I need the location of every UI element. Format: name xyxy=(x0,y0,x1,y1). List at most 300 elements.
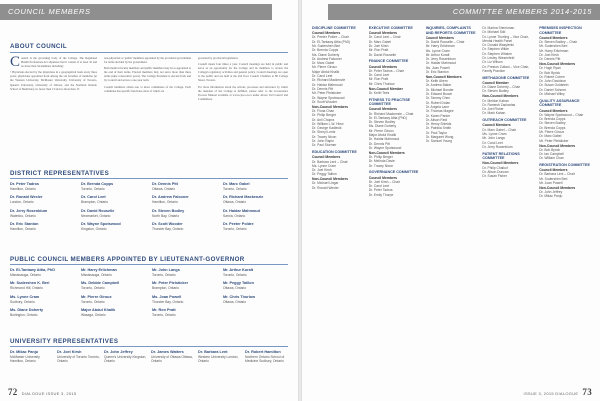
committee-member: Dr. Jerry Rosenblum xyxy=(425,57,456,62)
committee-member: Dr. Jerry Rosenblum xyxy=(482,144,513,149)
committee-subheading: Council Members xyxy=(368,64,398,69)
member-name: Ms. Joan Powell xyxy=(152,294,182,299)
member-entry xyxy=(10,195,75,204)
member-name: Mr. Chris Thurlow xyxy=(223,294,256,299)
about-col3-p1: governed by provincial legislation. xyxy=(198,56,239,60)
left-footer xyxy=(8,387,76,397)
committee-subheading: Non-Council Members xyxy=(312,177,348,182)
member-name: Mr. Arthur Kuralt xyxy=(223,268,254,272)
committee-member: Dr. Michael Bonder xyxy=(425,87,454,92)
committee-member: Dr. El-Tantawy Attia (PhD) xyxy=(312,39,351,44)
committee-block xyxy=(369,170,420,197)
committee-member: Dr. Marc Gabel – Chair xyxy=(482,127,517,132)
committee-member: Dr. John Rapin xyxy=(312,139,334,144)
member-name: Dr. Joel Kirsh xyxy=(57,350,82,354)
committee-member: Dr. Marc Gabel xyxy=(312,61,335,66)
committee-block xyxy=(482,118,533,149)
member-entry xyxy=(152,182,217,191)
member-location: Toronto, Ontario xyxy=(223,226,247,231)
committee-member: Dr. Haidar Mahmoud xyxy=(425,61,457,66)
district-heading: DISTRICT REPRESENTATIVES xyxy=(10,170,110,177)
member-location: Mississauga, Ontario xyxy=(10,273,41,277)
committee-member: Dr. Joel Kirsh – Chair xyxy=(368,179,400,184)
committee-member: Dr. Marina Shenkman xyxy=(482,26,515,30)
committee-member: Dr. Eric Stanton xyxy=(425,70,449,75)
committee-member: Mr. Arthur Kuralt xyxy=(425,52,450,57)
committee-subheading: Council Member xyxy=(482,80,509,85)
committee-member: Dr. Carol Leet xyxy=(482,140,503,145)
member-entry xyxy=(152,268,217,277)
about-col3-p3: For more information about the actions, processes and structures by which the mandate of the College is fulfilled, please refer to the Governance Process Manual available at www.cpso.on.ca under About Us>Council and Committees. xyxy=(198,84,288,101)
member-location: Toronto, Ontario xyxy=(152,312,176,317)
member-entry xyxy=(81,281,146,290)
committee-member: Dr. George Kadlecik xyxy=(312,126,342,131)
committee-member: Dr. Marc Gabel xyxy=(368,39,391,44)
committee-title: DISCIPLINE COMMITTEE xyxy=(312,26,356,30)
committee-title: GOVERNANCE COMMITTEE xyxy=(368,170,419,175)
member-entry xyxy=(223,209,288,218)
committee-member: Dr. Barbara Lent – Chair xyxy=(312,159,348,164)
about-col-3 xyxy=(198,56,288,103)
member-name: Dr. Jerry Rosenblum xyxy=(10,208,48,213)
member-name: Dr. John Jeffrey xyxy=(104,350,133,354)
committee-member: Dr. Stephen Whalen xyxy=(482,51,512,56)
member-entry xyxy=(10,308,75,317)
committee-member: Mr. Ron Pratt xyxy=(368,48,389,53)
member-location: Queen's University Kingston, Ontario xyxy=(104,355,147,364)
member-location: Thunder Bay, Ontario xyxy=(152,226,184,231)
committee-member: Dr. David Rouselle – Chair xyxy=(425,39,465,44)
member-location: Sarnia, Ontario xyxy=(223,213,246,218)
committee-member: Dr. David Rouselle xyxy=(368,52,397,57)
committee-member: Dr. William Chan xyxy=(539,156,564,161)
committee-subheading: Council Members xyxy=(312,31,341,36)
committee-member: Dr. Carol Leet xyxy=(368,73,390,78)
member-entry xyxy=(152,295,217,304)
committee-subheading: Non-Council Members xyxy=(368,150,405,155)
about-col2-p3: Council members obtain one or more committees of the College. Each committee has specific functions, most of which are xyxy=(104,84,191,93)
member-location: Brampton, Ontario xyxy=(81,200,108,205)
university-grid xyxy=(10,350,288,364)
committee-member: Ms. Lynne Cram xyxy=(425,48,450,53)
member-name: Mr. Peter Pielsticker xyxy=(152,281,189,286)
member-entry xyxy=(10,182,75,191)
member-location: Toronto, Ontario xyxy=(81,299,105,304)
committee-member: Dr. Melinda Davie xyxy=(368,159,395,164)
committee-member: Mr. Harry Erlichman xyxy=(425,44,455,49)
member-entry xyxy=(10,268,75,277)
committee-member: Dr. Alison Reid xyxy=(425,117,448,122)
committee-title: INQUIRIES, COMPLAINTS AND REPORTS COMMITTEE xyxy=(425,26,476,35)
member-location: Burlington, Ontario xyxy=(10,312,38,317)
about-col2-p1: non-physician or 'public' members appointed by the provincial government for terms decided by the government. xyxy=(104,56,191,65)
committee-member: Mr. Pierre Giroux xyxy=(368,128,394,133)
committee-block xyxy=(369,59,420,95)
committee-member: Mr. Pierre Giroux xyxy=(539,130,565,135)
committee-member: Mr. Pierre Giroux xyxy=(312,65,337,70)
member-entry xyxy=(223,195,288,204)
committee-member: Dr. Ian Campbell xyxy=(539,152,564,156)
member-location: Sudbury, Ontario xyxy=(10,299,35,304)
committee-member: Dr. Mark Kahan xyxy=(482,111,506,116)
committee-member: Dr. Tracey Nixon xyxy=(368,163,394,168)
committee-member: Dr. Steven Bodley xyxy=(368,120,396,125)
about-col-2 xyxy=(104,56,191,95)
member-name: Dr. El-Tantawy Attia, PhD xyxy=(10,268,55,272)
committee-member: Dr. Brenda Copps xyxy=(312,48,339,53)
member-name: Mr. Peggy Taillon xyxy=(223,281,254,286)
committee-block xyxy=(539,26,590,96)
committee-subheading: Non-Council Members xyxy=(539,143,576,148)
committee-column xyxy=(312,26,363,381)
committee-member: Dr. Joel Kirsh xyxy=(312,168,332,173)
member-name: Dr. Steven Bodley xyxy=(152,208,185,213)
about-col-1 xyxy=(10,56,97,93)
committee-member: Dr. Edward Brown xyxy=(425,92,453,97)
member-entry xyxy=(223,182,288,191)
member-name: Dr. James Watters xyxy=(151,350,184,354)
committee-member: Dr. Anil Chopra xyxy=(312,117,335,122)
committee-member: Dr. Lynne Thurling – Vice Chair, Mental Health Panel xyxy=(482,34,529,43)
committee-member: Dr. Donald Wasylenki xyxy=(482,43,514,48)
member-name: Dr. Carol Leet xyxy=(81,195,106,200)
committee-block xyxy=(539,99,590,161)
committee-member: Dr. Andrew Baker xyxy=(425,83,452,88)
committee-member: Dr. Wayne Spotswood xyxy=(368,145,402,150)
member-location: Ottawa, Ontario xyxy=(223,286,247,291)
committee-title: METHADONE COMMITTEE xyxy=(482,75,530,80)
district-divider xyxy=(10,178,288,179)
committee-member: Dr. Tracey Nixon xyxy=(312,134,337,139)
member-name: Dr. Wayne Spotswood xyxy=(81,221,121,226)
committee-title: REGISTRATION COMMITTEE xyxy=(539,163,590,168)
committee-subheading: Council Members xyxy=(425,35,454,40)
committee-member: Major Abdul Khalik xyxy=(312,69,340,74)
committee-member: Dr. Lesley Wiesenfeld xyxy=(482,56,515,61)
member-name: Mr. Sudershen K. Beri xyxy=(10,281,50,286)
committee-member: Ms. Lynne Cram xyxy=(482,131,507,136)
member-entry xyxy=(104,350,147,364)
committee-member: Dr. Peeter Poldre – Chair xyxy=(312,35,349,40)
member-location: Toronto, Ontario xyxy=(81,187,105,191)
committee-member: Dr. Peter Tadros xyxy=(368,188,393,193)
member-entry xyxy=(152,209,217,218)
committee-member: Dr. Robert Cohen xyxy=(539,74,565,79)
committee-member: Dr. Haidar Mahmoud xyxy=(368,137,400,142)
member-entry xyxy=(245,350,288,364)
committee-subheading: Council Members xyxy=(368,175,398,180)
committee-member: Mr. Peter Pielsticker xyxy=(539,138,569,143)
member-name: Ms. Diane Doherty xyxy=(10,307,44,312)
committee-member: Dr. Alison Duncan xyxy=(482,169,509,174)
member-location: Western University London, Ontario xyxy=(198,355,239,364)
member-name: Mr. Pierre Giroux xyxy=(81,294,112,299)
about-col1-p2: • Physicians elected by the physicians in a geographical basis every three years; physicians appointed from among the six faculties of medicine (at the Western University, McMaster University, University of Toronto, Queen's University, University of Ottawa, and the Northern Ontario School of Medicine); no fewer than 13 and no more than 15 xyxy=(10,70,97,91)
member-location: University of Ottawa Ottawa, Ontario xyxy=(151,355,193,364)
committee-member: Dr. Marc Gabel xyxy=(539,134,562,139)
university-divider xyxy=(10,346,288,347)
member-location: Hamilton, Ontario xyxy=(10,187,36,191)
about-col1-p1: ouncil is the governing body of the College. The Regulated Health Professions Act stipulates that it consist of at least 32 and no more than 34 members including: xyxy=(21,56,97,69)
member-entry xyxy=(10,281,75,290)
member-location: Ottawa, Ontario xyxy=(223,299,247,304)
committee-member: Dr. Angela Lane xyxy=(425,104,450,109)
committee-member: Dr. Sheryl Lentz xyxy=(312,130,336,135)
committee-column xyxy=(426,26,477,381)
member-location: London, Ontario xyxy=(10,200,34,205)
committee-member: Mr. Sudershen Beri xyxy=(539,44,568,49)
district-grid xyxy=(10,182,288,231)
committee-subheading: Non-Council Member xyxy=(368,86,403,91)
about-council-heading: ABOUT COUNCIL xyxy=(10,43,68,50)
committee-subheading: Council Members xyxy=(312,155,341,160)
committee-member: Dr. Tammy Chen xyxy=(425,96,451,101)
committee-member: Dr. Robert Dolan xyxy=(425,100,451,105)
member-name: Dr. Scott Wooder xyxy=(152,221,183,226)
right-page xyxy=(302,0,600,401)
committee-member: Dr. Karen Parker xyxy=(425,113,451,118)
committee-member: Dr. Carol Leet xyxy=(368,184,390,189)
committee-block xyxy=(482,152,533,179)
member-location: Hamilton, Ontario xyxy=(10,226,36,231)
committee-member: Dr. Ramesh Zacharias xyxy=(482,102,516,107)
member-entry xyxy=(81,222,146,231)
member-location: Hamilton, Ontario xyxy=(152,200,178,205)
committee-title: FINANCE COMMITTEE xyxy=(368,59,409,64)
committee-subheading: Council Members xyxy=(368,31,398,36)
committee-block xyxy=(482,76,533,116)
committee-member: Mr. Peter Pielsticker xyxy=(312,91,342,96)
committee-member: Dr. Haidar Mahmoud xyxy=(312,82,343,87)
committee-member: Dr. Joel Kirsh xyxy=(368,43,389,48)
committee-member: Dr. Dennis Pitt xyxy=(368,141,390,146)
committee-member: Dr. Susan Goldstein xyxy=(539,83,569,88)
member-entry xyxy=(81,268,146,277)
committee-member: Mr. Sudershen Beri xyxy=(312,43,341,48)
committee-member: Dr. William L.W. Hiew xyxy=(312,121,344,126)
committee-member: Mr. John Langs xyxy=(482,136,505,141)
member-name: Dr. Andrew Falconer xyxy=(152,195,189,200)
committee-title: EDUCATION COMMITTEE xyxy=(312,150,357,155)
about-col3-p2: Council meets four times a year. Council meetings are held in public and serve as an opportunity for the College and its members to review the College's regulatory activities and general policy. Council meetings are open to the public and are held at the 2nd floor Council Chamber at 80 College Street, Toronto. xyxy=(198,62,288,83)
member-entry xyxy=(81,308,146,317)
committee-block xyxy=(312,150,363,190)
member-location: Wasaga, Ontario xyxy=(81,312,106,317)
committee-member: Dr. Wayne Spotswood xyxy=(312,95,345,100)
committee-member: Dr. Ronald Wexler xyxy=(312,185,339,190)
committee-subheading: Council Members xyxy=(539,108,568,113)
member-name: Dr. Peter Tadros xyxy=(10,182,40,186)
committee-member: Dr. Paul Taylor xyxy=(425,130,447,135)
member-entry xyxy=(10,222,75,231)
committee-member: Dr. Susan Fisher xyxy=(482,174,507,179)
committee-member: Dr. El-Tantawy Attia (PhD) xyxy=(368,115,407,120)
member-entry xyxy=(10,350,53,364)
committee-columns xyxy=(312,26,590,381)
member-location: Newmarket, Ontario xyxy=(81,213,111,218)
member-entry xyxy=(223,281,288,290)
right-footer-label: ISSUE 3, 2015 DIALOGUE xyxy=(523,391,579,396)
committee-member: Ms. Diane Doherty xyxy=(312,52,340,57)
committee-member: Dr. John Jeffrey xyxy=(539,190,563,195)
committee-member: Dr. Wayne Spotswood – Chair xyxy=(539,112,584,117)
committee-column xyxy=(482,26,533,381)
member-location: Thunder Bay, Ontario xyxy=(152,299,184,304)
committee-member: Mr. Joan Powell xyxy=(539,181,563,186)
member-location: Toronto, Ontario xyxy=(223,273,247,277)
member-name: Dr. Barbara Lent xyxy=(198,350,228,354)
committee-member: Dr. Margaret Wong xyxy=(425,135,454,140)
committee-member: Dr. Michael Ungar xyxy=(312,181,339,186)
committee-member: Dr. Mikac Panju xyxy=(539,194,563,199)
member-entry xyxy=(223,295,288,304)
committee-member: Dr. Daniel Sohmer xyxy=(539,87,567,92)
committee-title: PATIENT RELATIONS COMMITTEE xyxy=(482,151,520,161)
committee-member: Mr. Harry Erlichman xyxy=(539,48,569,53)
member-location: Kingston, Ontario xyxy=(81,226,107,231)
member-entry xyxy=(198,350,241,364)
about-col2-p2: Both medical faculty members and public members may be re-appointed at the end of their terms. Elected members may not serve more than three terms (nine consecutive years). The College President is elected from and by Council and serves a one-year term. xyxy=(104,66,192,83)
committee-subheading: Non-Council Members xyxy=(482,94,519,99)
public-heading: PUBLIC COUNCIL MEMBERS APPOINTED BY LIEUTENANT-GOVERNOR xyxy=(10,256,245,263)
member-name: Mr. John Langs xyxy=(152,268,180,272)
committee-subheading: Non-Council Members xyxy=(539,185,576,190)
university-heading: UNIVERSITY REPRESENTATIVES xyxy=(10,338,119,345)
left-page xyxy=(0,0,298,401)
committee-subheading: Council Members xyxy=(368,107,398,112)
committee-member: Dr. Thomas Magee xyxy=(425,109,454,114)
member-name: Mr. Harry Erlichman xyxy=(81,268,117,272)
public-grid xyxy=(10,268,288,317)
member-location: Brampton, Ontario xyxy=(152,286,179,291)
committee-member: Dr. Liz Wilson xyxy=(482,60,503,65)
member-name: Dr. Mikac Panju xyxy=(10,350,39,354)
committee-member: Dr. Joel Kirsh xyxy=(539,52,559,57)
committee-member: Dr. Philip Berger xyxy=(312,113,337,118)
member-name: Dr. Peeter Poldre xyxy=(223,221,254,226)
member-entry xyxy=(81,295,146,304)
member-entry xyxy=(10,209,75,218)
committee-block xyxy=(312,26,363,148)
committee-title: PREMISES INSPECTION COMMITTEE xyxy=(539,26,582,35)
member-name: Dr. Haidar Mahmoud xyxy=(223,208,260,213)
committee-member: Mr. Ron Pratt xyxy=(368,77,389,82)
committee-subheading: Non-Council Members xyxy=(539,62,576,67)
committee-member: Ms. Lynne Cram xyxy=(312,163,337,168)
committee-member: Dr. Carol Leet – Chair xyxy=(368,35,401,40)
right-footer xyxy=(524,387,592,397)
committee-member: Dr. Peggy Taillon xyxy=(312,172,337,177)
public-divider xyxy=(10,264,288,265)
member-name: Dr. Marc Gabel xyxy=(223,182,250,186)
member-entry xyxy=(223,222,288,231)
dropcap: C xyxy=(10,54,21,70)
committee-member: Dr. Scott Wooder xyxy=(312,99,338,104)
committee-title: QUALITY ASSURANCE COMMITTEE xyxy=(539,98,580,108)
left-footer-label: DIALOGUE ISSUE 3, 2015 xyxy=(21,391,77,396)
committee-member: Dr. Keith Tees xyxy=(368,90,390,95)
committee-block xyxy=(539,163,590,199)
member-location: McMaster University Hamilton, Ontario xyxy=(10,355,40,364)
committee-title: OUTREACH COMMITTEE xyxy=(482,118,527,123)
committee-member: Dr. Andrew Falconer xyxy=(312,56,342,61)
committee-member: Dr. Fiona Chan xyxy=(312,108,335,113)
committee-member: Dr. Barbara Lent – Chair xyxy=(539,172,575,177)
committee-member: Dr. Richard Mackenzie – Chair xyxy=(368,111,414,116)
member-name: Dr. Robert Hamilton xyxy=(245,350,281,354)
committee-member: Mr. Chris Thurlow xyxy=(368,81,395,86)
committee-member: Dr. Samuel Young xyxy=(425,139,452,144)
member-entry xyxy=(151,350,194,364)
committee-subheading: Council Members xyxy=(539,168,568,173)
committee-member: Dr. Dennis Pitt xyxy=(312,86,334,91)
committee-member: Dr. Emily Thorpe xyxy=(368,192,394,197)
member-location: Toronto, Ontario xyxy=(223,187,247,191)
member-name: Dr. Richard Mackenzie xyxy=(223,195,264,200)
committee-member: Dr. Peter Tadros – Chair xyxy=(368,68,405,73)
committee-member: Dr. Michael Sild xyxy=(482,30,506,35)
member-entry xyxy=(223,308,288,317)
committee-member: Dr. Philip Berger xyxy=(368,155,393,159)
committee-member: Dr. Dennis Pitt xyxy=(539,57,561,62)
member-name: Dr. Dennis Pitt xyxy=(152,182,178,186)
member-location: Toronto, Ontario xyxy=(81,286,105,291)
member-entry xyxy=(81,182,146,191)
committee-member: Ms. Joan Powell xyxy=(425,65,450,70)
committee-block xyxy=(369,26,420,57)
member-entry xyxy=(57,350,100,364)
member-location: Mississauga, Ontario xyxy=(81,273,112,277)
committee-block xyxy=(482,26,533,73)
committee-column xyxy=(369,26,420,381)
committee-member: Dr. Bob Byrick xyxy=(539,147,561,152)
committee-column xyxy=(539,26,590,381)
member-name: Ms. Lynne Cram xyxy=(10,294,40,299)
committee-title: EXECUTIVE COMMITTEE xyxy=(368,26,413,30)
committee-member: Dr. Brenda Copps xyxy=(539,125,566,130)
committee-block xyxy=(426,26,477,144)
left-page-number: 72 xyxy=(8,387,18,397)
committee-block xyxy=(369,98,420,168)
member-entry xyxy=(10,295,75,304)
committee-member: Dr. Philip Chaikof xyxy=(482,165,508,170)
member-location: University of Toronto Toronto, Ontario xyxy=(57,355,100,364)
member-entry xyxy=(223,268,288,277)
member-entry xyxy=(81,195,146,204)
committee-member: Dr. Preston Zuliani – Vice Chair, Family Practice xyxy=(482,64,530,73)
committee-member: Ms. Diane Doherty xyxy=(368,124,397,129)
member-location: Richmond Hill, Ontario xyxy=(10,286,43,291)
member-entry xyxy=(81,209,146,218)
committee-member: Dr. Hugh Ryan xyxy=(539,66,561,71)
committee-subheading: Non-Council Members xyxy=(312,104,348,109)
member-location: Toronto, Ontario xyxy=(152,273,176,277)
committee-member: Dr. Steven Bodley – Chair xyxy=(539,39,578,44)
member-name: Dr. David Rouselle xyxy=(81,208,115,213)
committee-member: Dr. Henry Shields xyxy=(425,122,452,127)
member-name: Dr. Eric Stanton xyxy=(10,221,39,226)
member-location: Northern Ontario School of Medicine Sudbury, Ontario xyxy=(245,355,285,364)
committee-member: Dr. Carol Leet xyxy=(312,74,333,79)
committee-member: Dr. Stephen Wilde xyxy=(482,47,509,52)
committee-member: Dr. Bob Byrick xyxy=(539,70,561,75)
committee-member: Dr. Keith Ahern xyxy=(425,79,448,84)
committee-member: Dr. Patricia Smith xyxy=(425,126,452,131)
committee-member: Dr. Steven Bodley xyxy=(539,121,566,126)
right-header-band: COMMITTEE MEMBERS 2014-2015 xyxy=(328,4,600,20)
committee-member: Dr. Paul Sturmer xyxy=(312,143,337,148)
left-header-band: COUNCIL MEMBERS xyxy=(0,4,272,20)
